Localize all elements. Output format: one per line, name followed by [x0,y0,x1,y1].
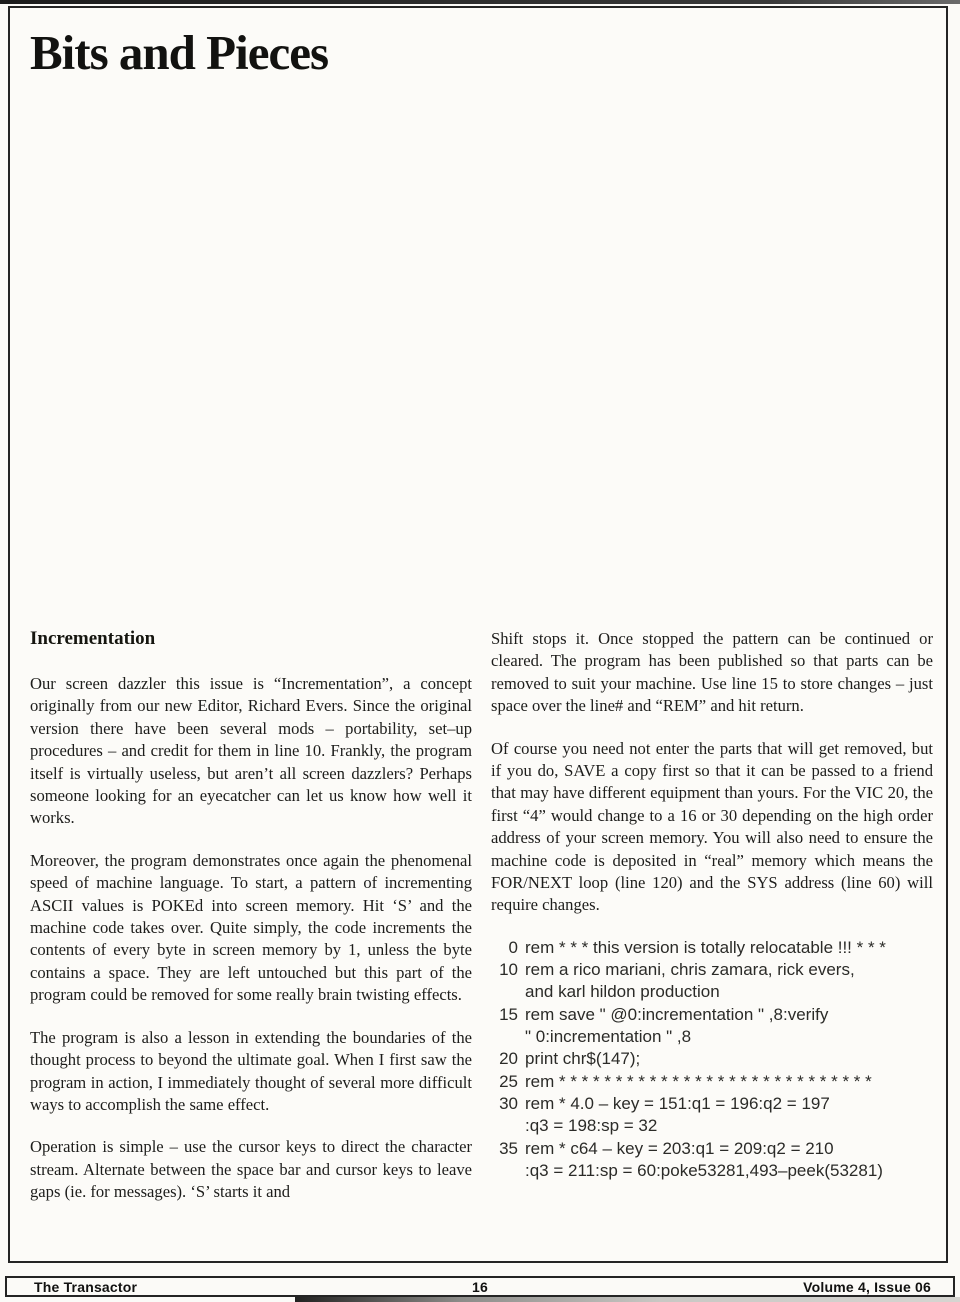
code-line [491,981,933,1003]
code-line [491,1138,933,1160]
footer-magazine-name: The Transactor [34,1278,138,1295]
code-line [491,937,933,959]
scan-edge-bottom [295,1297,960,1302]
code-line-number: 0 [508,937,518,957]
code-line [491,1071,933,1093]
code-line [491,1026,933,1048]
body-paragraph: Moreover, the program demonstrates once again the phenomenal speed of machine language. To start, a pattern of incrementing ASCII values is POKEd into screen memory. Hit ‘S’ and the machine code takes over. Quite simply, the code increments the contents of every byte in screen memory by 1, unless the byte contains a space. They are left untouched but this part of the program could be removed for some really brain twisting effects. [30,850,472,1005]
body-paragraph: The program is also a lesson in extending the boundaries of the thought process to beyond the ultimate goal. When I first saw the program in action, I immediately thought of several more difficult ways to accomplish the same effect. [30,1027,472,1114]
footer-page-number: 16 [472,1278,488,1295]
body-paragraph: Operation is simple – use the cursor keys to direct the character stream. Alternate between the space bar and cursor keys to leave gaps (ie. for messages). ‘S’ starts it and [30,1137,472,1202]
code-line [491,1004,933,1026]
code-line-number: 30 [499,1093,518,1113]
code-line-number: 15 [499,1004,518,1024]
footer-bar [5,1276,955,1297]
code-line-text: rem save " @0:incrementation " ,8:verify [525,1004,829,1024]
code-line-number [491,1160,518,1182]
code-line-number: 25 [499,1071,518,1091]
footer-issue: Volume 4, Issue 06 [803,1278,931,1295]
code-line-number: 20 [499,1049,518,1069]
code-line-number: 35 [499,1138,518,1158]
code-listing [491,937,933,1182]
code-line [491,959,933,981]
code-line-number [491,1026,518,1048]
code-line-text: " 0:incrementation " ,8 [525,1027,692,1047]
left-column [30,628,472,1224]
body-paragraph: Of course you need not enter the parts that will get removed, but if you do, SAVE a copy first so that it can be passed to a friend that may have different equipment than yours. For the VIC 20, the first “4” would change to a 16 or 30 depending on the high order address of your screen memory. You will also need to ensure the machine code is deposited in “real” memory which means the FOR/NEXT loop (line 120) and the SYS address (line 60) will require changes. [491,738,933,915]
code-line-text: :q3 = 198:sp = 32 [525,1116,658,1136]
body-paragraph: Shift stops it. Once stopped the pattern can be continued or cleared. The program has been published so that parts can be removed to suit your machine. Use line 15 to store changes – just space over the line# and “REM” and hit return. [491,629,933,716]
code-line-number [491,1115,518,1137]
code-line-text: rem * * * this version is totally relocatable !!! * * * [525,937,886,957]
right-column [491,628,933,1182]
scan-edge-top [0,0,960,4]
code-line [491,1160,933,1182]
page-border-box [8,6,948,1263]
body-paragraph: Our screen dazzler this issue is “Incrementation”, a concept originally from our new Editor, Richard Evers. Since the original version there have been several mods – portability, set–up procedures – and credit for them in line 10. Frankly, the program itself is virtually useless, but aren’t all screen dazzlers? Perhaps someone looking for an eyecatcher can let us know how well it works. [30,674,472,828]
code-line [491,1093,933,1115]
code-line-text: and karl hildon production [525,982,720,1002]
code-line-text: :q3 = 211:sp = 60:poke53281,493–peek(53281) [525,1160,883,1180]
code-line-text: rem * * * * * * * * * * * * * * * * * * * * * * * * * * * * [525,1071,872,1091]
code-line [491,1048,933,1070]
section-heading: Incrementation [30,628,156,649]
code-line-text: rem a rico mariani, chris zamara, rick evers, [525,960,855,980]
article-title: Bits and Pieces [30,25,329,80]
code-line-text: rem * 4.0 – key = 151:q1 = 196:q2 = 197 [525,1093,830,1113]
code-line-text: rem * c64 – key = 203:q1 = 209:q2 = 210 [525,1138,834,1158]
code-line-text: print chr$(147); [525,1049,641,1069]
code-line-number: 10 [499,960,518,980]
code-line [491,1115,933,1137]
code-line-number [491,981,518,1003]
